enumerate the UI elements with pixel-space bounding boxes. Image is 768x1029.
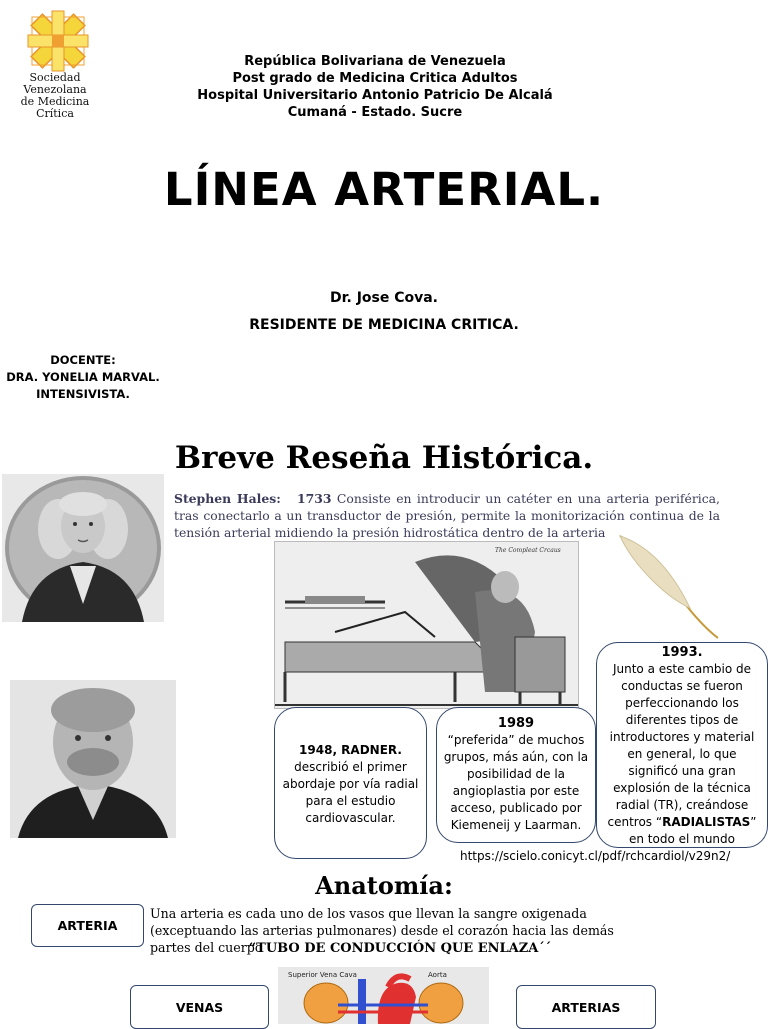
author-block (150, 285, 618, 339)
portrait-radner (10, 680, 176, 838)
docente-specialty: INTENSIVISTA. (36, 387, 130, 401)
venas-label-box: VENAS (130, 985, 269, 1029)
box-1948-text: describió el primer abordaje por vía radial para el estudio cardiovascular. (282, 760, 419, 825)
source-url[interactable]: https://scielo.conicyt.cl/pdf/rchcardiol/v29n2/ (460, 849, 731, 863)
box-1989-title: 1989 (497, 716, 535, 731)
header-line-1: República Bolivariana de Venezuela (244, 54, 506, 69)
diagram-label-aorta: Aorta (428, 971, 447, 979)
logo-cross-icon (2, 5, 108, 77)
anatomy-tubo-caption: “TUBO DE CONDUCCIÓN QUE ENLAZA´´ (248, 941, 552, 956)
diagram-label-vena: Superior Vena Cava (288, 971, 357, 979)
history-section-title: Breve Reseña Histórica. (174, 440, 594, 476)
box-1948-title: 1948, RADNER. (299, 743, 402, 757)
arterias-label-box: ARTERIAS (516, 985, 656, 1029)
history-year: 1733 (297, 491, 332, 506)
header-line-2: Post grado de Medicina Critica Adultos (232, 71, 518, 86)
author-role: RESIDENTE DE MEDICINA CRITICA. (249, 317, 519, 333)
docente-block (0, 352, 166, 403)
author-name: Dr. Jose Cova. (329, 290, 439, 306)
engraving-caption: The Compleat Crcaus (495, 547, 561, 554)
anatomy-definition: Una arteria es cada uno de los vasos que llevan la sangre oxigenada (exceptuando las arterias pulmonares) desde el corazón hacia las demás partes del cuerpo (150, 906, 614, 955)
logo-line-2: de Medicina Crítica (20, 95, 90, 120)
document-title: LÍNEA ARTERIAL. (163, 163, 605, 216)
header-line-4: Cumaná - Estado. Sucre (287, 105, 463, 120)
history-text: Consiste en introducir un catéter en una arteria periférica, tras conectarlo a un transductor de presión, permite la monitorización continua de la tensión arterial midiendo la presión hidrostática dentro de la arteria (174, 491, 721, 540)
arteria-label-box: ARTERIA (31, 904, 144, 947)
portrait-stephen-hales (2, 474, 164, 622)
heart-vessels-diagram (278, 967, 489, 1024)
logo-line-1: Sociedad Venezolana (23, 71, 87, 96)
timeline-box-1948 (274, 707, 427, 859)
docente-label: DOCENTE: (50, 353, 116, 367)
hales-experiment-engraving (274, 541, 579, 709)
institution-header (150, 53, 600, 121)
box-1989-text: “preferida” de muchos grupos, más aún, con la posibilidad de la angioplastia por este acceso, publicado por Kiemeneij y Laarman. (443, 733, 589, 832)
timeline-box-1993 (596, 642, 768, 848)
box-1993-bold: RADIALISTAS (662, 815, 751, 829)
feather-image (612, 530, 722, 642)
timeline-box-1989 (436, 707, 596, 843)
header-line-3: Hospital Universitario Antonio Patricio De Alcalá (197, 88, 553, 103)
box-1993-text-a: Junto a este cambio de conductas se fueron perfeccionando los diferentes tipos de introductores y material en general, lo que significó una gran explosión de la técnica radial (TR), creándose centros “ (607, 662, 755, 829)
docente-name: DRA. YONELIA MARVAL. (6, 370, 160, 384)
society-logo-text (2, 72, 108, 120)
box-1993-text (605, 661, 759, 848)
anatomy-section-title: Anatomía: (315, 871, 453, 900)
box-1993-title: 1993. (661, 645, 703, 660)
history-person: Stephen Hales: (174, 491, 281, 506)
box-1993-text-b: ” en todo el mundo (628, 815, 757, 846)
